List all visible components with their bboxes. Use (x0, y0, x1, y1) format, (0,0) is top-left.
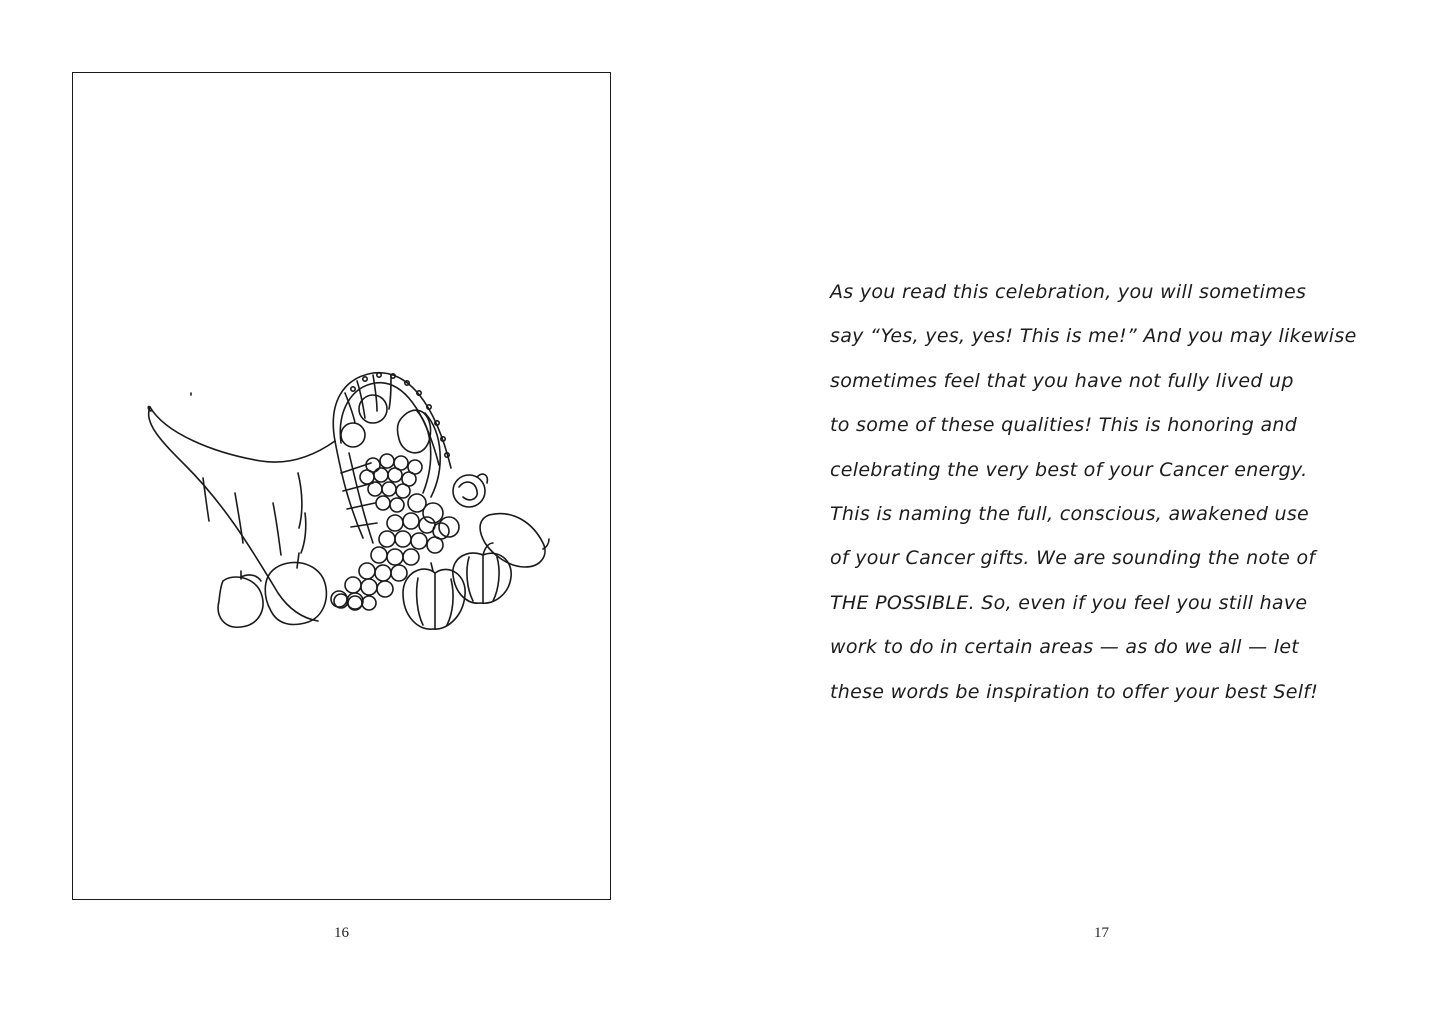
text-line: As you read this celebration, you will sometimes (830, 281, 1307, 303)
text-line: This is naming the full, conscious, awakened use (830, 502, 1310, 525)
text-line: to some of these qualities! This is honoring and (830, 414, 1298, 437)
page-number: 17 (1094, 925, 1109, 941)
text-line: work to do in certain areas — as do we all — let (830, 636, 1300, 659)
text-line: say “Yes, yes, yes! This is me!” And you may likewise (830, 325, 1357, 348)
text-line: these words be inspiration to offer your best Self! (830, 680, 1319, 703)
right-page (722, 0, 1445, 1012)
body-paragraph (830, 274, 1390, 718)
illustration-frame (72, 72, 611, 900)
text-line: of your Cancer gifts. We are sounding the note of (830, 547, 1316, 570)
text-line: celebrating the very best of your Cancer energy. (830, 458, 1308, 481)
text-line: THE POSSIBLE. So, even if you feel you still have (830, 591, 1308, 614)
page-number: 16 (334, 925, 349, 941)
cornucopia-illustration (73, 73, 609, 898)
left-page (0, 0, 722, 1012)
text-line: sometimes feel that you have not fully lived up (830, 369, 1294, 392)
